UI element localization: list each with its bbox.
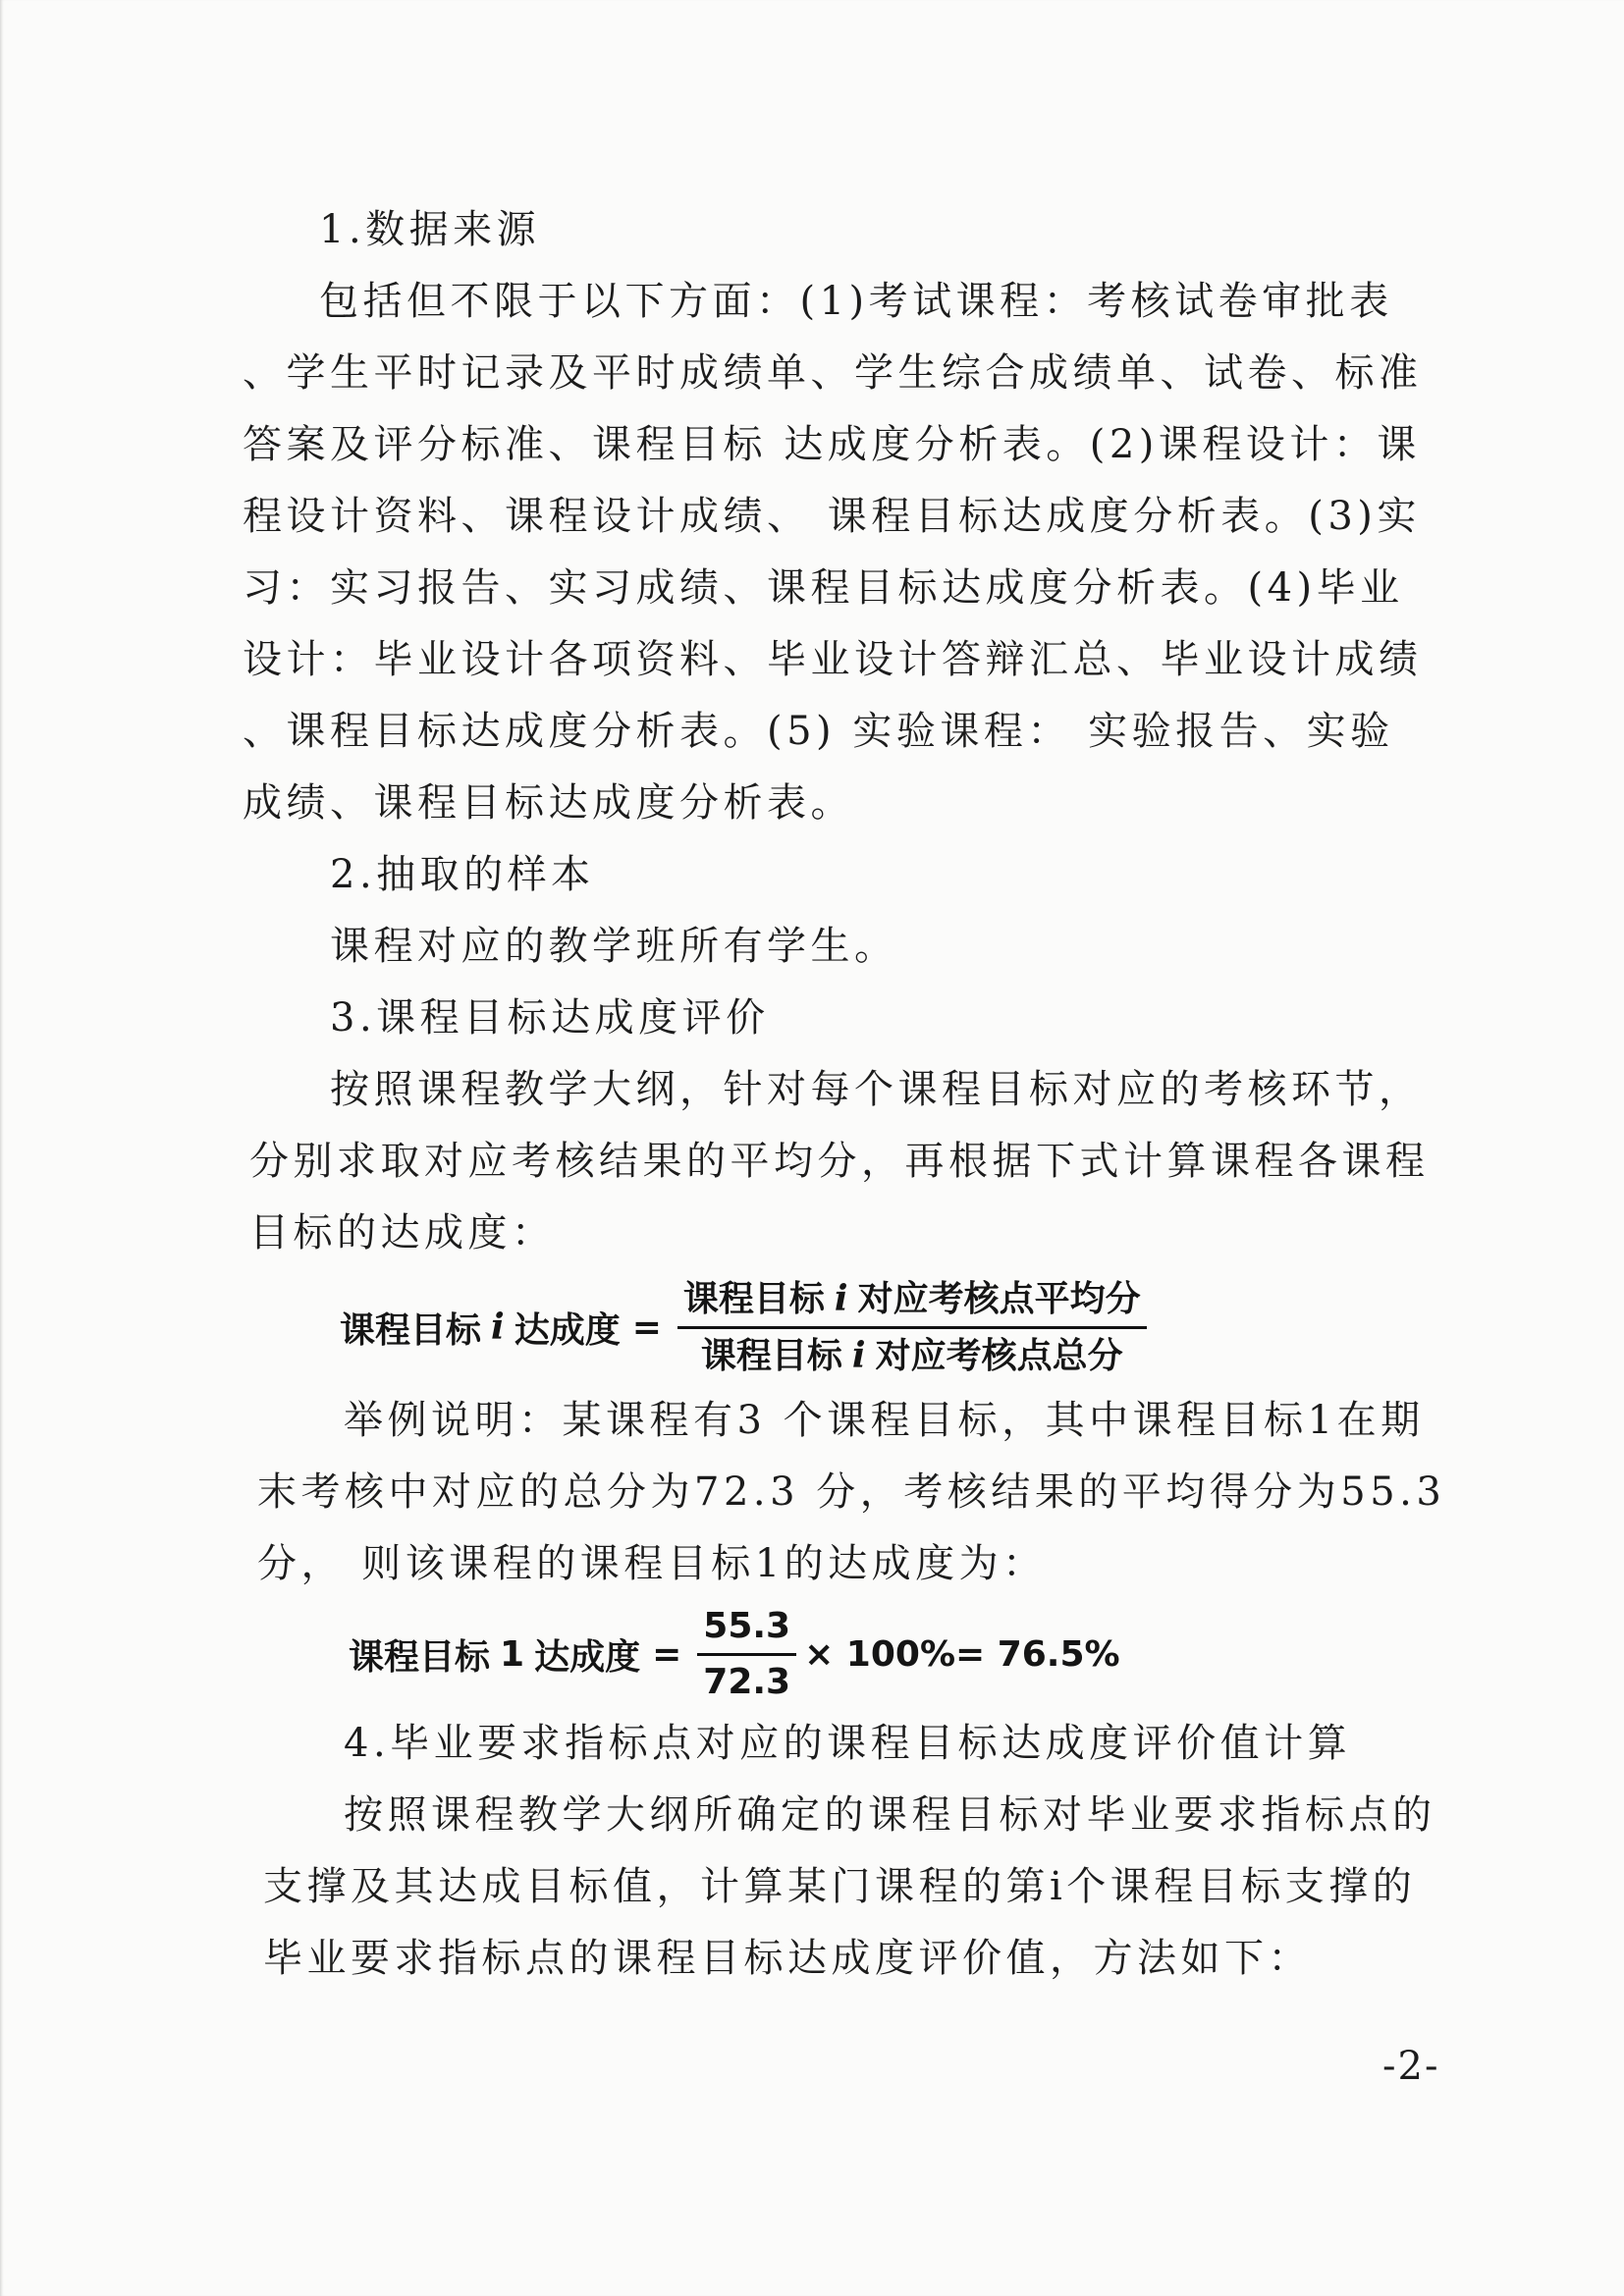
example-denominator: 72.3 xyxy=(703,1661,791,1702)
formula-lhs-suffix: 达成度 xyxy=(514,1309,621,1351)
achievement-formula xyxy=(0,1269,1624,1385)
formula-numerator xyxy=(677,1276,1147,1329)
body-text-line: 分， 则该课程的课程目标1的达成度为： xyxy=(257,1541,1047,1586)
section-heading-indicator-calculation: 4.毕业要求指标点对应的课程目标达成度评价值计算 xyxy=(344,1721,1352,1766)
formula-fraction xyxy=(677,1276,1147,1379)
body-text-line: 成绩、课程目标达成度分析表。 xyxy=(243,780,854,826)
example-lhs-suffix: 达成度 xyxy=(534,1636,641,1678)
formula-lhs-prefix: 课程目标 xyxy=(340,1309,482,1351)
body-text-line: 、学生平时记录及平时成绩单、学生综合成绩单、试卷、标准 xyxy=(243,350,1423,396)
body-text-line: 按照课程教学大纲，针对每个课程目标对应的考核环节， xyxy=(330,1067,1423,1112)
denominator-prefix: 课程目标 xyxy=(700,1335,842,1376)
document-body xyxy=(0,194,1624,1995)
example-equals: = xyxy=(652,1633,682,1675)
section-heading-evaluation: 3.课程目标达成度评价 xyxy=(330,995,770,1041)
denominator-suffix: 对应考核点总分 xyxy=(875,1335,1123,1376)
example-fraction xyxy=(697,1604,796,1705)
page-number: -2- xyxy=(1382,2044,1440,2089)
example-numerator: 55.3 xyxy=(697,1604,796,1656)
example-formula xyxy=(0,1600,1624,1708)
body-text-line: 课程对应的教学班所有学生。 xyxy=(330,924,898,969)
body-text-line: 末考核中对应的总分为72.3 分，考核结果的平均得分为55.3 xyxy=(257,1469,1446,1515)
example-result: × 100%= 76.5% xyxy=(804,1633,1120,1675)
numerator-prefix: 课程目标 xyxy=(682,1278,825,1319)
body-text-line: 举例说明：某课程有3 个课程目标，其中课程目标1在期 xyxy=(344,1398,1425,1443)
formula-equals: = xyxy=(631,1307,662,1348)
body-text-line: 、课程目标达成度分析表。(5) 实验课程： 实验报告、实验 xyxy=(243,709,1394,754)
body-text-line: 支撑及其达成目标值，计算某门课程的第i个课程目标支撑的 xyxy=(263,1864,1417,1909)
body-text-line: 答案及评分标准、课程目标 达成度分析表。(2)课程设计：课 xyxy=(243,422,1421,467)
body-text-line: 分别求取对应考核结果的平均分，再根据下式计算课程各课程 xyxy=(249,1139,1430,1184)
section-heading-sample: 2.抽取的样本 xyxy=(330,852,595,897)
body-text-line: 程设计资料、课程设计成绩、 课程目标达成度分析表。(3)实 xyxy=(243,494,1421,539)
section-heading-data-source: 1.数据来源 xyxy=(319,207,541,252)
formula-lhs-variable: i xyxy=(491,1307,505,1348)
body-text-line: 按照课程教学大纲所确定的课程目标对毕业要求指标点的 xyxy=(344,1792,1436,1838)
example-lhs-number: 1 xyxy=(500,1633,525,1675)
body-text-line: 包括但不限于以下方面：(1)考试课程：考核试卷审批表 xyxy=(319,279,1393,324)
body-text-line: 毕业要求指标点的课程目标达成度评价值，方法如下： xyxy=(263,1936,1312,1981)
denominator-variable: i xyxy=(851,1334,866,1376)
numerator-variable: i xyxy=(834,1277,848,1319)
formula-denominator xyxy=(695,1329,1129,1379)
body-text-line: 设计：毕业设计各项资料、毕业设计答辩汇总、毕业设计成绩 xyxy=(243,637,1423,682)
numerator-suffix: 对应考核点平均分 xyxy=(857,1278,1141,1319)
example-lhs-prefix: 课程目标 xyxy=(349,1636,491,1678)
body-text-line: 目标的达成度： xyxy=(249,1210,556,1255)
body-text-line: 习：实习报告、实习成绩、课程目标达成度分析表。(4)毕业 xyxy=(243,565,1404,611)
